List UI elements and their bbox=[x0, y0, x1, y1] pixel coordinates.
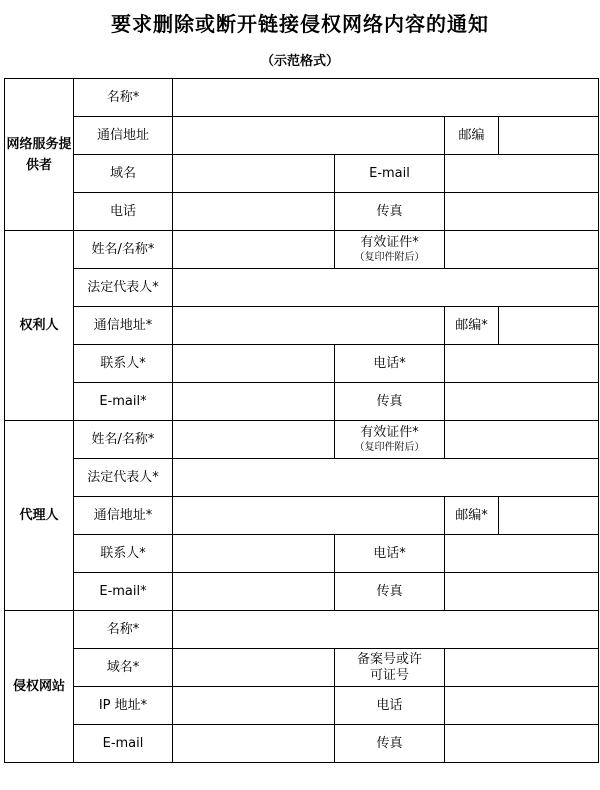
rights-id-note: （复印件附后） bbox=[354, 252, 425, 263]
isp-row-phone bbox=[5, 193, 599, 231]
site-domain-field[interactable] bbox=[173, 649, 335, 687]
agent-postcode-label: 邮编* bbox=[445, 497, 499, 535]
rights-name-field[interactable] bbox=[173, 231, 335, 269]
rights-postcode-field[interactable] bbox=[499, 307, 599, 345]
site-ip-label: IP 地址* bbox=[74, 687, 173, 725]
site-row-domain bbox=[5, 649, 599, 687]
rights-row-email bbox=[5, 383, 599, 421]
isp-address-field[interactable] bbox=[173, 117, 445, 155]
agent-contact-field[interactable] bbox=[173, 535, 335, 573]
isp-fax-field[interactable] bbox=[445, 193, 599, 231]
site-name-label: 名称* bbox=[74, 611, 173, 649]
isp-name-label: 名称* bbox=[74, 79, 173, 117]
rights-id-field[interactable] bbox=[445, 231, 599, 269]
isp-section-heading: 网络服务提供者 bbox=[5, 79, 74, 231]
isp-phone-label: 电话 bbox=[74, 193, 173, 231]
rights-email-field[interactable] bbox=[173, 383, 335, 421]
rights-id-text: 有效证件* bbox=[360, 235, 419, 250]
rights-row-address bbox=[5, 307, 599, 345]
rights-address-field[interactable] bbox=[173, 307, 445, 345]
agent-address-field[interactable] bbox=[173, 497, 445, 535]
site-section-heading: 侵权网站 bbox=[5, 611, 74, 763]
agent-id-field[interactable] bbox=[445, 421, 599, 459]
site-domain-label: 域名* bbox=[74, 649, 173, 687]
agent-phone-field[interactable] bbox=[445, 535, 599, 573]
rights-email-label: E-mail* bbox=[74, 383, 173, 421]
site-row-name bbox=[5, 611, 599, 649]
rights-legal-rep-label: 法定代表人* bbox=[74, 269, 173, 307]
rights-row-legal-rep bbox=[5, 269, 599, 307]
rights-row-name bbox=[5, 231, 599, 269]
isp-postcode-field[interactable] bbox=[499, 117, 599, 155]
agent-row-email bbox=[5, 573, 599, 611]
site-email-label: E-mail bbox=[74, 725, 173, 763]
isp-name-field[interactable] bbox=[173, 79, 599, 117]
site-row-email bbox=[5, 725, 599, 763]
rights-legal-rep-field[interactable] bbox=[173, 269, 599, 307]
rights-phone-label: 电话* bbox=[335, 345, 445, 383]
isp-domain-label: 域名 bbox=[74, 155, 173, 193]
site-fax-label: 传真 bbox=[335, 725, 445, 763]
agent-email-label: E-mail* bbox=[74, 573, 173, 611]
agent-id-text: 有效证件* bbox=[360, 425, 419, 440]
agent-row-legal-rep bbox=[5, 459, 599, 497]
isp-fax-label: 传真 bbox=[335, 193, 445, 231]
site-phone-label: 电话 bbox=[335, 687, 445, 725]
agent-legal-rep-field[interactable] bbox=[173, 459, 599, 497]
agent-row-address bbox=[5, 497, 599, 535]
site-email-field[interactable] bbox=[173, 725, 335, 763]
agent-email-field[interactable] bbox=[173, 573, 335, 611]
site-row-ip bbox=[5, 687, 599, 725]
rights-address-label: 通信地址* bbox=[74, 307, 173, 345]
isp-row-name bbox=[5, 79, 599, 117]
agent-section-heading: 代理人 bbox=[5, 421, 74, 611]
site-record-label: 备案号或许可证号 bbox=[335, 649, 445, 687]
agent-name-field[interactable] bbox=[173, 421, 335, 459]
rights-id-label bbox=[335, 231, 445, 269]
notice-form-table bbox=[4, 78, 599, 763]
rights-row-contact bbox=[5, 345, 599, 383]
isp-row-domain bbox=[5, 155, 599, 193]
rights-name-label: 姓名/名称* bbox=[74, 231, 173, 269]
agent-contact-label: 联系人* bbox=[74, 535, 173, 573]
isp-domain-field[interactable] bbox=[173, 155, 335, 193]
agent-fax-field[interactable] bbox=[445, 573, 599, 611]
site-phone-field[interactable] bbox=[445, 687, 599, 725]
rights-phone-field[interactable] bbox=[445, 345, 599, 383]
isp-address-label: 通信地址 bbox=[74, 117, 173, 155]
rights-fax-field[interactable] bbox=[445, 383, 599, 421]
page-subtitle: （示范格式） bbox=[260, 54, 339, 69]
site-record-field[interactable] bbox=[445, 649, 599, 687]
agent-id-note: （复印件附后） bbox=[354, 442, 425, 453]
rights-section-heading: 权利人 bbox=[5, 231, 74, 421]
agent-phone-label: 电话* bbox=[335, 535, 445, 573]
site-fax-field[interactable] bbox=[445, 725, 599, 763]
agent-postcode-field[interactable] bbox=[499, 497, 599, 535]
agent-fax-label: 传真 bbox=[335, 573, 445, 611]
isp-row-address bbox=[5, 117, 599, 155]
agent-name-label: 姓名/名称* bbox=[74, 421, 173, 459]
rights-contact-field[interactable] bbox=[173, 345, 335, 383]
rights-contact-label: 联系人* bbox=[74, 345, 173, 383]
agent-address-label: 通信地址* bbox=[74, 497, 173, 535]
agent-id-label bbox=[335, 421, 445, 459]
agent-legal-rep-label: 法定代表人* bbox=[74, 459, 173, 497]
isp-email-label: E-mail bbox=[335, 155, 445, 193]
isp-email-field[interactable] bbox=[445, 155, 599, 193]
page-title: 要求删除或断开链接侵权网络内容的通知 bbox=[111, 12, 489, 36]
site-name-field[interactable] bbox=[173, 611, 599, 649]
rights-fax-label: 传真 bbox=[335, 383, 445, 421]
rights-postcode-label: 邮编* bbox=[445, 307, 499, 345]
site-ip-field[interactable] bbox=[173, 687, 335, 725]
isp-phone-field[interactable] bbox=[173, 193, 335, 231]
agent-row-name bbox=[5, 421, 599, 459]
agent-row-contact bbox=[5, 535, 599, 573]
isp-postcode-label: 邮编 bbox=[445, 117, 499, 155]
